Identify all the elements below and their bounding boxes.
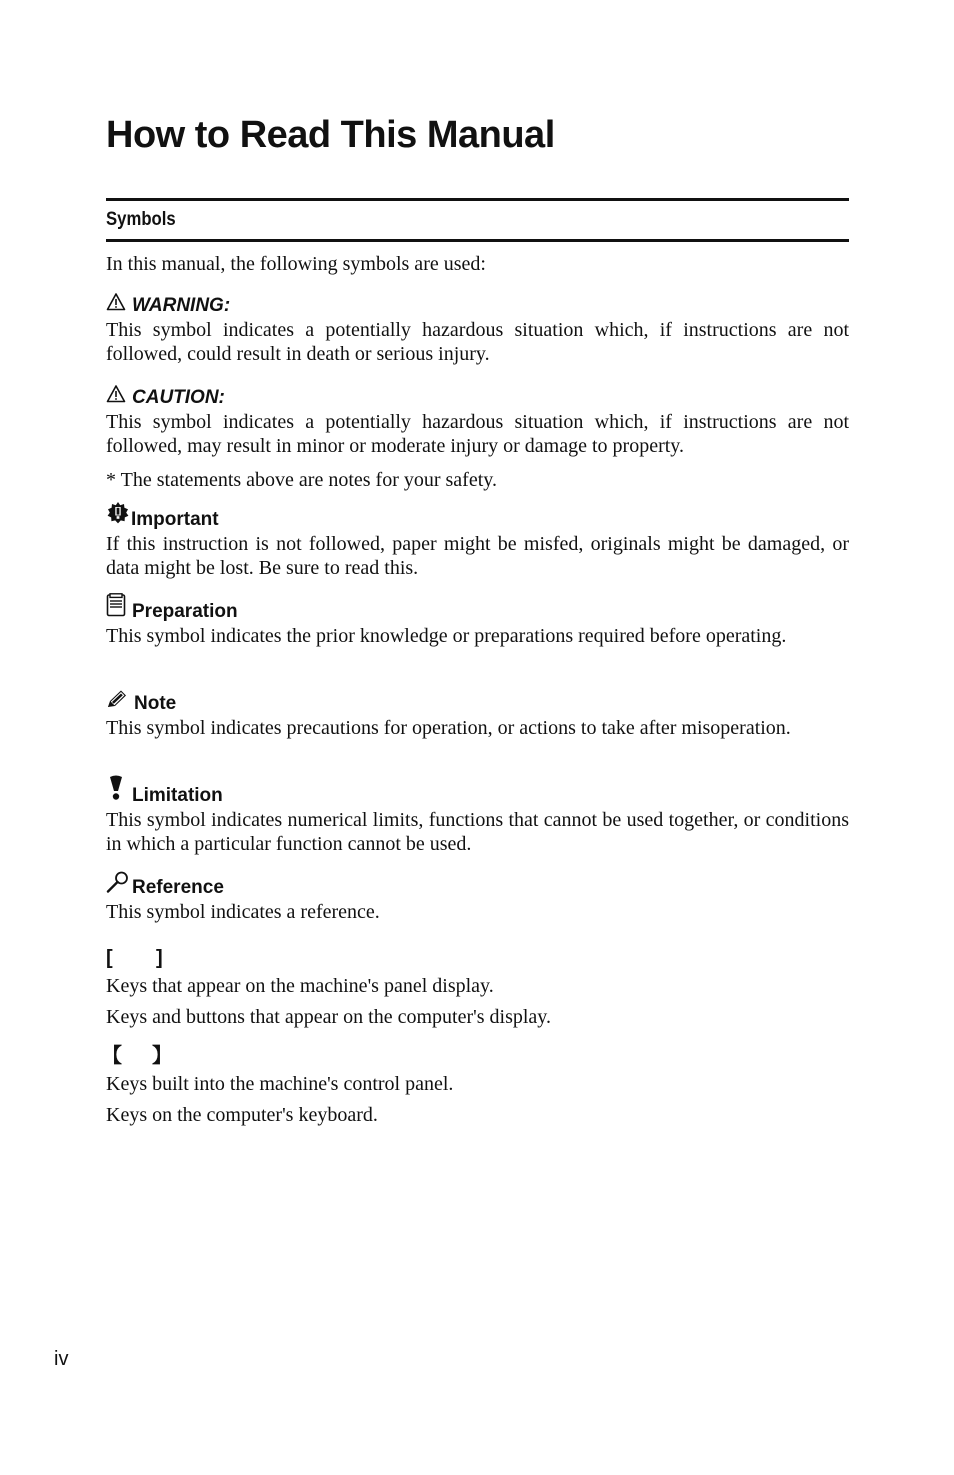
reference-label: Reference: [132, 877, 224, 898]
preparation-label-row: [106, 598, 849, 624]
caution-label-row: [106, 384, 849, 410]
section-header-bar: [106, 198, 849, 242]
intro-block: [106, 252, 849, 276]
square-brackets-line2: Keys and buttons that appear on the computer's display.: [106, 1006, 551, 1028]
preparation-clipboard-icon: [106, 593, 126, 624]
important-text: If this instruction is not followed, paper might be misfed, originals might be damaged, or data might be lost. Be sure to read this.: [106, 533, 849, 579]
note-label-row: [106, 690, 849, 716]
bold-brackets-line1: Keys built into the machine's control panel.: [106, 1073, 454, 1095]
preparation-label: Preparation: [132, 601, 238, 622]
important-block: [106, 506, 849, 580]
caution-text: This symbol indicates a potentially hazardous situation which, if instructions are not followed, may result in minor or moderate injury or damage to property.: [106, 411, 849, 457]
bold-brackets-line2: Keys on the computer's keyboard.: [106, 1104, 378, 1126]
section-title: Symbols: [106, 209, 176, 230]
intro-text: In this manual, the following symbols are used:: [106, 253, 486, 275]
important-label: Important: [131, 509, 219, 530]
caution-label: CAUTION:: [132, 387, 225, 408]
important-badge-icon: [106, 501, 130, 532]
preparation-text: This symbol indicates the prior knowledge or preparations required before operating.: [106, 625, 787, 647]
preparation-block: [106, 598, 849, 648]
note-block: [106, 690, 849, 740]
limitation-label: Limitation: [132, 785, 223, 806]
warning-triangle-icon: [106, 384, 126, 410]
safety-note-text: * The statements above are notes for your safety.: [106, 469, 497, 491]
bold-brackets-symbol: [102, 1042, 849, 1068]
page-title: How to Read This Manual: [106, 114, 555, 156]
note-label: Note: [134, 693, 177, 714]
page-number: iv: [54, 1348, 69, 1370]
safety-note-block: [106, 468, 849, 492]
reference-label-row: [106, 874, 849, 900]
square-brackets-symbol: [106, 944, 849, 970]
caution-block: [106, 384, 849, 458]
square-bracket-close: ]: [156, 947, 163, 969]
note-text: This symbol indicates precautions for operation, or actions to take after misoperation.: [106, 717, 791, 739]
warning-label-row: [106, 292, 849, 318]
warning-block: [106, 292, 849, 366]
limitation-exclamation-icon: [106, 775, 126, 808]
bold-brackets-block: [102, 1042, 849, 1127]
square-bracket-open: [: [106, 947, 113, 969]
square-brackets-line1: Keys that appear on the machine's panel display.: [106, 975, 494, 997]
warning-triangle-icon: [106, 292, 126, 318]
magnifier-reference-icon: [106, 871, 130, 900]
warning-label: WARNING:: [132, 295, 231, 316]
bold-bracket-close: 】: [152, 1045, 172, 1067]
important-label-row: [106, 506, 849, 532]
limitation-text: This symbol indicates numerical limits, functions that cannot be used together, or conditions in which a particular function cannot be used.: [106, 809, 849, 855]
reference-block: [106, 874, 849, 924]
reference-text: This symbol indicates a reference.: [106, 901, 380, 923]
bold-bracket-open: 【: [102, 1045, 122, 1067]
limitation-block: [106, 782, 849, 856]
limitation-label-row: [106, 782, 849, 808]
square-brackets-block: [106, 944, 849, 1029]
warning-text: This symbol indicates a potentially hazardous situation which, if instructions are not followed, could result in death or serious injury.: [106, 319, 849, 365]
pencil-note-icon: [106, 689, 128, 716]
